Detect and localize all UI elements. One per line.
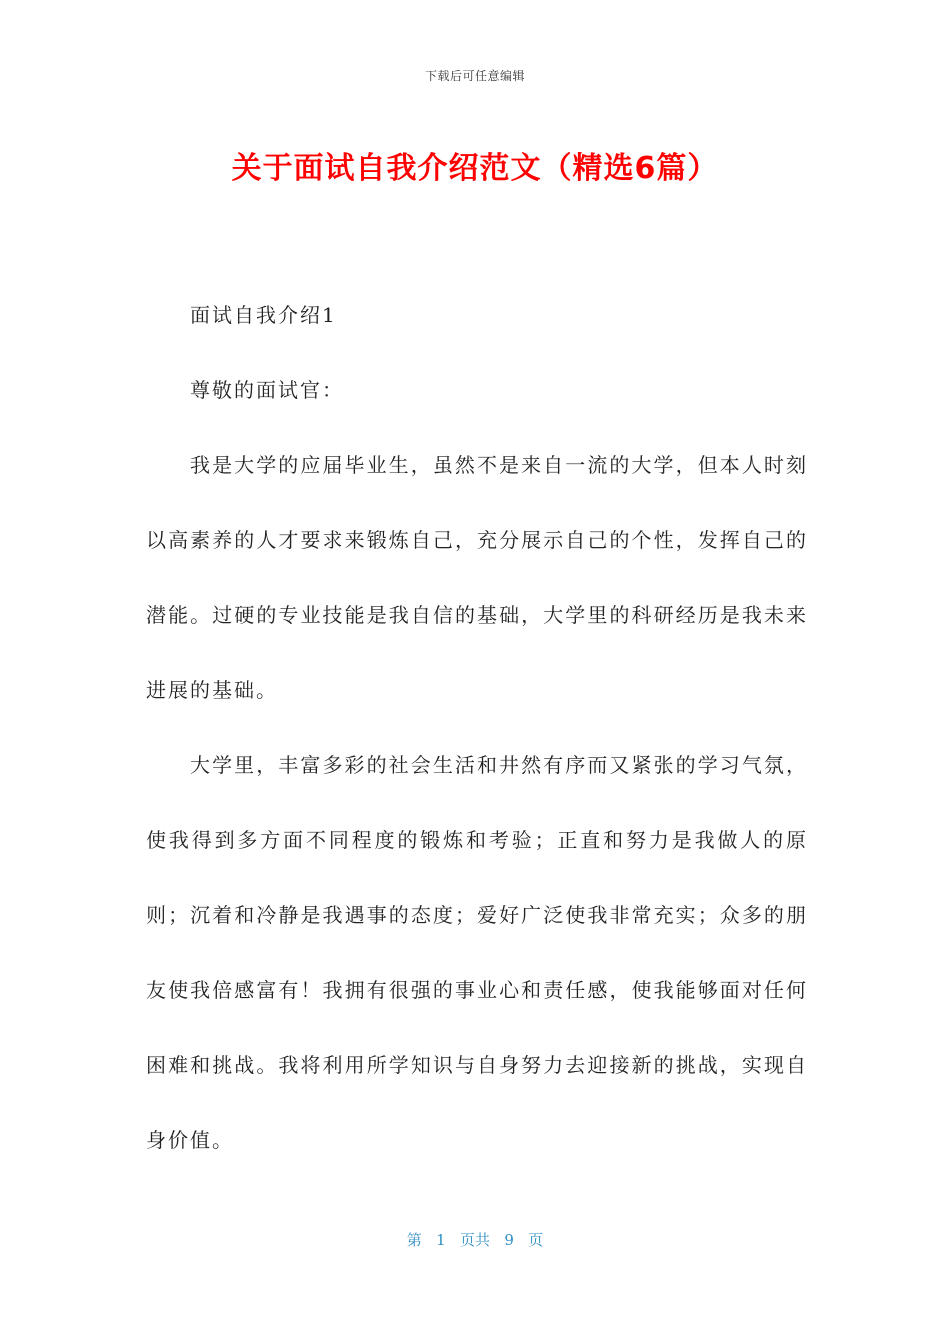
footer-suffix: 页 <box>528 1231 544 1249</box>
header-note: 下载后可任意编辑 <box>424 69 525 83</box>
footer-total-pages: 9 <box>504 1231 514 1249</box>
document-body <box>146 278 808 1178</box>
greeting: 尊敬的面试官： <box>190 378 344 402</box>
footer-middle: 页共 <box>459 1231 490 1249</box>
footer-current-page: 1 <box>436 1231 446 1249</box>
footer-prefix: 第 <box>406 1231 422 1249</box>
document-title: 关于面试自我介绍范文（精选6篇） <box>231 151 719 186</box>
body-paragraph-2: 大学里，丰富多彩的社会生活和井然有序而又紧张的学习气氛，使我得到多方面不同程度的锻炼和考验；正直和努力是我做人的原则；沉着和冷静是我遇事的态度；爱好广泛使我非常充实；众多的朋友使我倍感富有！我拥有很强的事业心和责任感，使我能够面对任何困难和挑战。我将利用所学知识与自身努力去迎接新的挑战，实现自身价值。 <box>146 753 808 1152</box>
section-heading: 面试自我介绍1 <box>190 303 337 327</box>
page-footer <box>0 1229 950 1250</box>
body-paragraph-1: 我是大学的应届毕业生，虽然不是来自一流的大学，但本人时刻以高素养的人才要求来锻炼自己，充分展示自己的个性，发挥自己的潜能。过硬的专业技能是我自信的基础，大学里的科研经历是我未来进展的基础。 <box>146 453 808 702</box>
